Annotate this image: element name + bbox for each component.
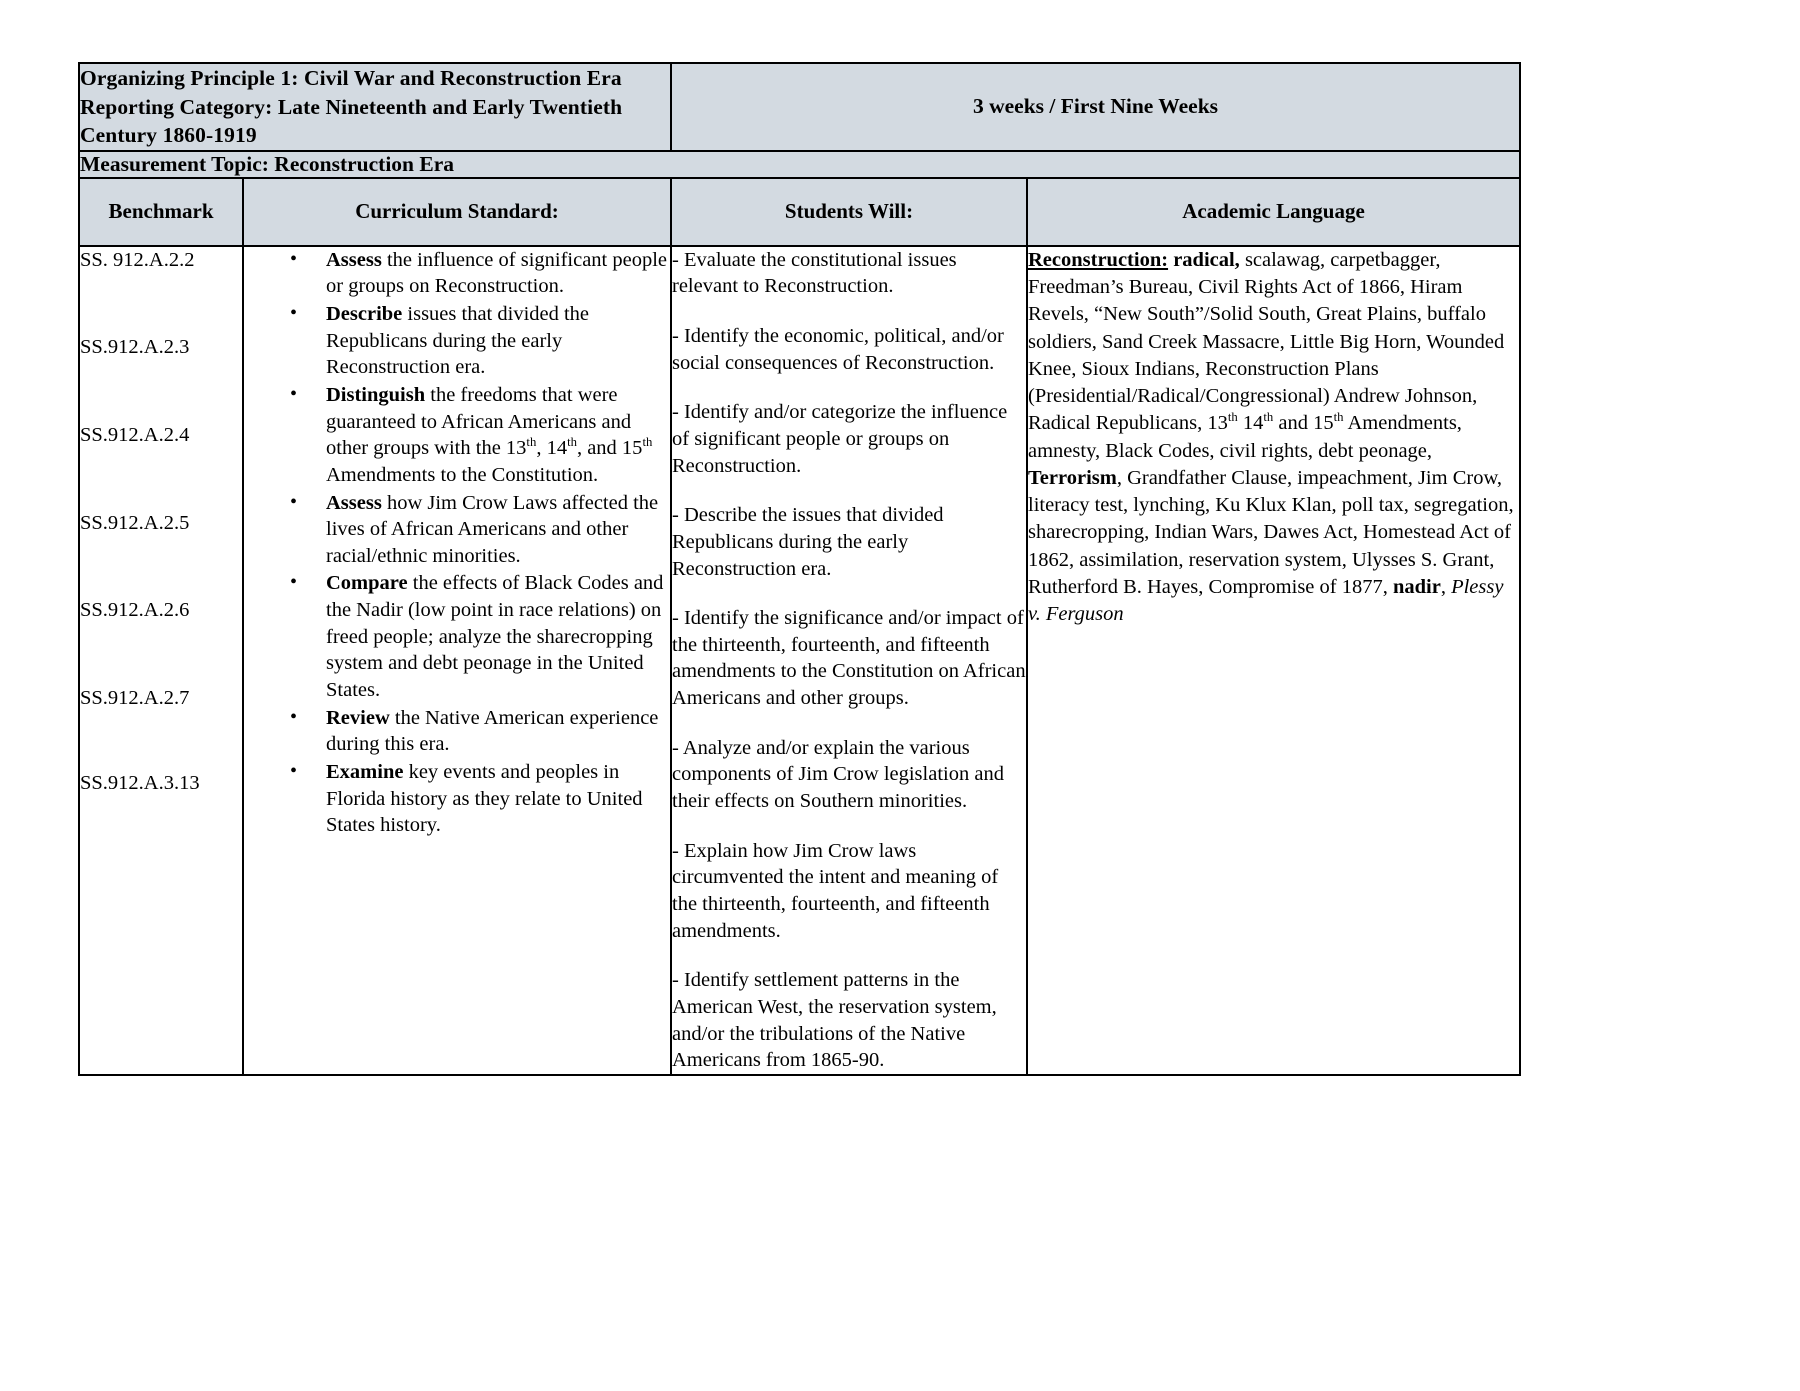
column-header-curriculum-standard: Curriculum Standard:: [243, 178, 671, 246]
academic-language-body-3: ,: [1440, 575, 1452, 598]
standard-verb: Examine: [326, 760, 404, 783]
benchmark-item: SS.912.A.3.13: [80, 771, 200, 794]
academic-language-body-1: scalawag, carpetbagger, Freedman’s Bureau, Civil Rights Act of 1866, Hiram Revels, “New South”/Solid South, Great Plains, buffalo soldiers, Sand Creek Massacre, Little Big Horn, Wounded Knee, Sioux Indians, Reconstruction Plans (Presidential/Radical/Congressional) Andrew Johnson, Radical Republicans, 13th 14th and 15th Amendments, amnesty, Black Codes, civil rights, debt peonage,: [1028, 248, 1505, 462]
standard-verb: Distinguish: [326, 383, 426, 406]
measurement-topic-row: [79, 151, 1520, 178]
measurement-topic-cell: Measurement Topic: Reconstruction Era: [79, 151, 1520, 178]
benchmark-item: SS.912.A.2.6: [80, 599, 190, 622]
students-will-item: - Evaluate the constitutional issues relevant to Reconstruction.: [672, 248, 957, 298]
benchmark-cell: [79, 246, 243, 1075]
benchmark-item: SS. 912.A.2.2: [80, 248, 195, 271]
curriculum-standard-list: [244, 247, 670, 839]
curriculum-standard-item: [290, 301, 670, 381]
academic-language-text: [1028, 247, 1519, 629]
students-will-item: - Identify settlement patterns in the American West, the reservation system, and/or the tribulations of the Native Americans from 1865-90.: [672, 969, 997, 1072]
standard-verb: Assess: [326, 248, 382, 271]
standard-verb: Compare: [326, 572, 408, 595]
academic-language-heading: Reconstruction:: [1028, 248, 1169, 271]
standard-verb: Assess: [326, 491, 382, 514]
standard-text: the influence of significant people or groups on Reconstruction.: [326, 248, 668, 298]
students-will-item: - Identify the economic, political, and/or social consequences of Reconstruction.: [672, 325, 1004, 374]
benchmark-item: SS.912.A.2.3: [80, 336, 190, 359]
curriculum-standard-item: [290, 705, 670, 758]
standard-text: key events and peoples in Florida history as they relate to United States history.: [326, 760, 643, 837]
organizing-principle-cell: [79, 63, 671, 151]
academic-language-cell: [1027, 246, 1520, 1075]
students-will-item: - Analyze and/or explain the various components of Jim Crow legislation and their effects on Southern minorities.: [672, 736, 1004, 813]
banner-row: [79, 63, 1520, 151]
column-header-benchmark: Benchmark: [79, 178, 243, 246]
standard-text: how Jim Crow Laws affected the lives of African Americans and other racial/ethnic minorities.: [326, 491, 659, 567]
curriculum-standard-item: [290, 759, 670, 839]
content-row: [79, 246, 1520, 1075]
standard-text: issues that divided the Republicans during the early Reconstruction era.: [326, 303, 590, 379]
academic-term-plessy: Plessy v. Ferguson: [1028, 575, 1504, 626]
curriculum-standard-item: [290, 247, 670, 300]
academic-term-terrorism: Terrorism: [1028, 466, 1117, 489]
curriculum-standard-item: [290, 382, 670, 489]
academic-language-body-2: , Grandfather Clause, impeachment, Jim Crow, literacy test, lynching, Ku Klux Klan, poll tax, segregation, sharecropping, Indian Wars, Dawes Act, Homestead Act of 1862, assimilation, reservation system, Ulysses S. Grant, Rutherford B. Hayes, Compromise of 1877,: [1028, 466, 1514, 598]
column-header-row: [79, 178, 1520, 246]
academic-term-radical: radical,: [1173, 248, 1240, 271]
standard-verb: Describe: [326, 303, 403, 326]
students-will-item: - Describe the issues that divided Republicans during the early Reconstruction era.: [672, 504, 944, 580]
duration-cell: 3 weeks / First Nine Weeks: [671, 63, 1520, 151]
students-will-item: - Identify the significance and/or impact of the thirteenth, fourteenth, and fifteenth amendments to the Constitution on African Americans and other groups.: [672, 607, 1026, 710]
benchmark-item: SS.912.A.2.5: [80, 511, 190, 534]
column-header-academic-language: Academic Language: [1027, 178, 1520, 246]
reporting-category-line2: Century 1860-1919: [80, 123, 257, 148]
benchmark-item: SS.912.A.2.7: [80, 686, 190, 709]
column-header-students-will: Students Will:: [671, 178, 1027, 246]
reporting-category-line: Reporting Category: Late Nineteenth and Early Twentieth: [80, 94, 623, 119]
standard-text: the freedoms that were guaranteed to African Americans and other groups with the 13th, 14th, and 15th Amendments to the Constitution.: [326, 383, 653, 486]
students-will-cell: [671, 246, 1027, 1075]
standard-text: the effects of Black Codes and the Nadir (low point in race relations) on freed people; analyze the sharecropping system and debt peonage in the United States.: [326, 572, 664, 702]
standard-verb: Review: [326, 706, 390, 729]
curriculum-standard-item: [290, 490, 670, 570]
academic-term-nadir: nadir: [1392, 575, 1441, 598]
students-will-item: - Identify and/or categorize the influence of significant people or groups on Reconstruction.: [672, 401, 1008, 477]
benchmark-item: SS.912.A.2.4: [80, 424, 190, 447]
benchmark-list: [80, 247, 242, 796]
curriculum-standard-cell: [243, 246, 671, 1075]
standard-text: the Native American experience during this era.: [326, 706, 659, 756]
organizing-principle-line: Organizing Principle 1: Civil War and Reconstruction Era: [80, 66, 622, 90]
curriculum-standard-item: [290, 570, 670, 703]
curriculum-map-table: [78, 62, 1521, 1076]
students-will-list: [672, 247, 1026, 1074]
students-will-item: - Explain how Jim Crow laws circumvented the intent and meaning of the thirteenth, fourteenth, and fifteenth amendments.: [672, 839, 999, 942]
